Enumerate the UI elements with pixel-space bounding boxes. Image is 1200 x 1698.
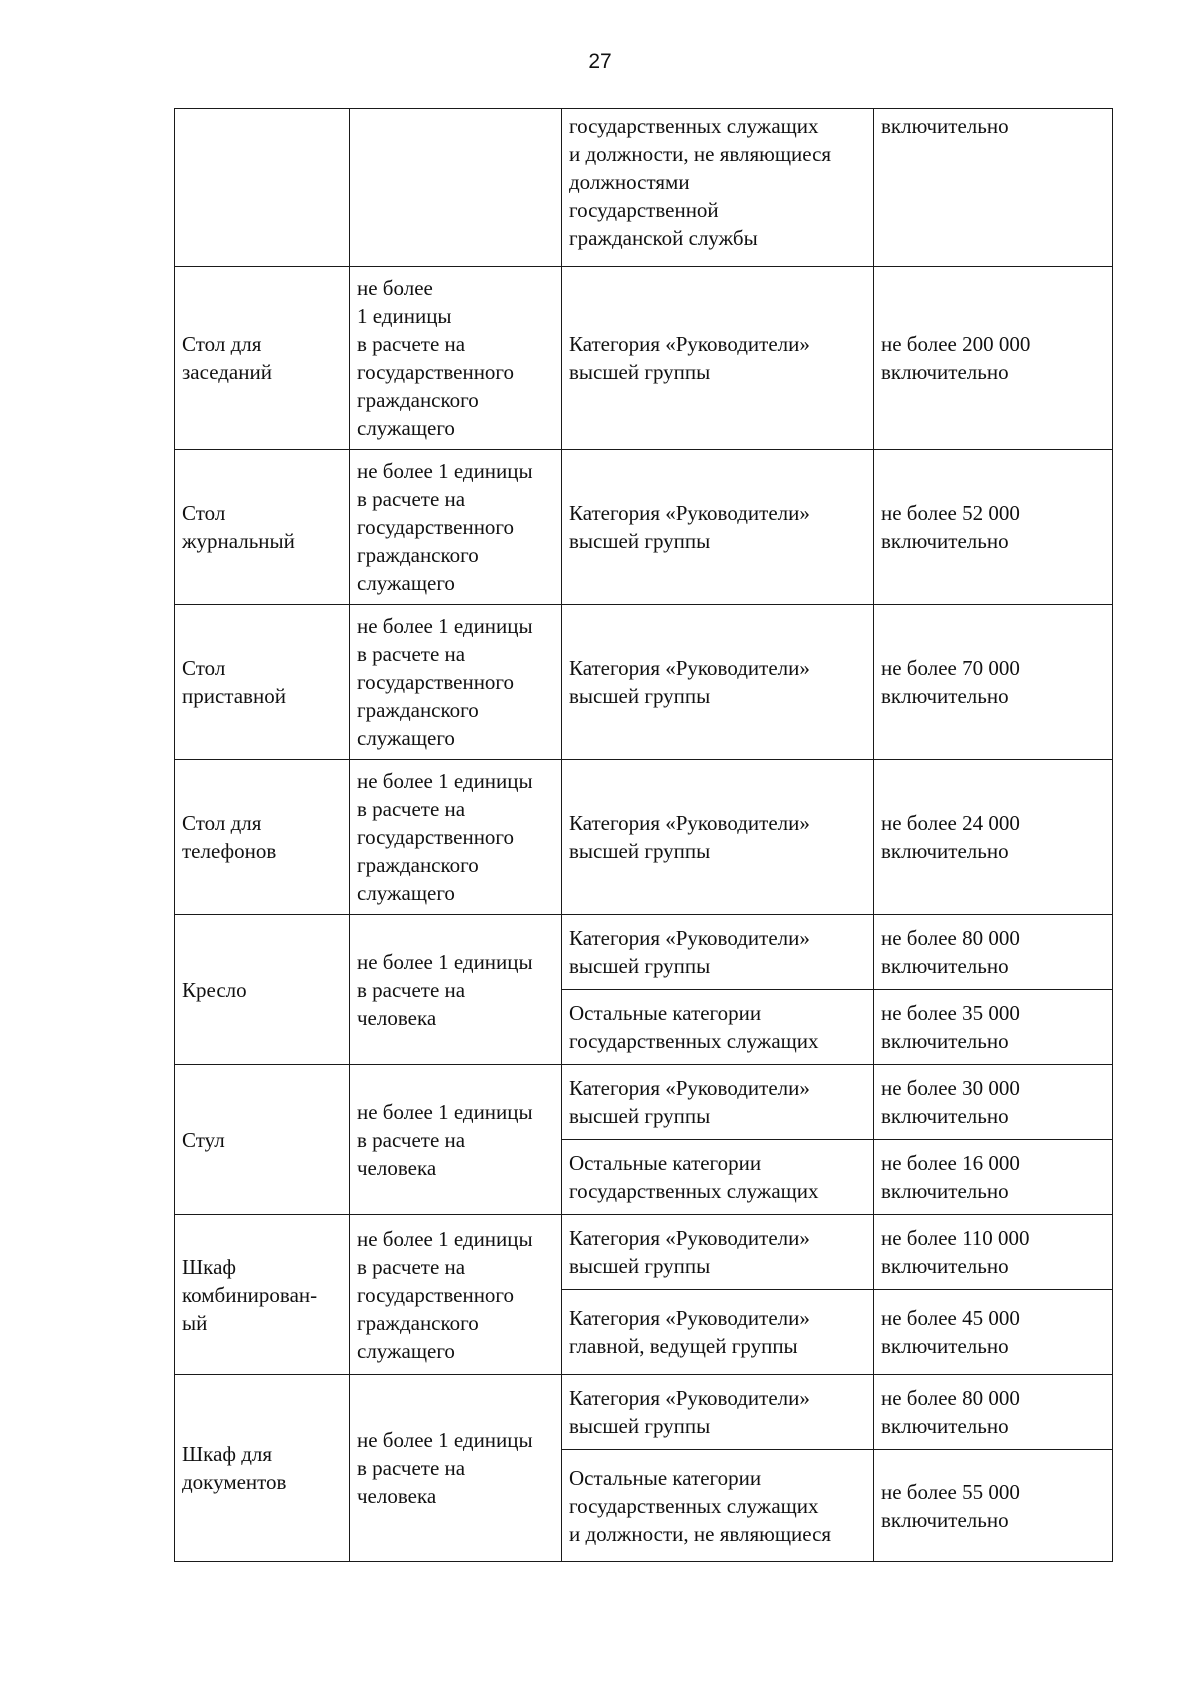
cell-line: не более 52 000 [881, 501, 1020, 525]
cell-line: включительно [881, 1507, 1009, 1532]
cell-line: не более 1 единицы [357, 1099, 533, 1124]
cell-line: не более 80 000 [881, 1386, 1020, 1410]
cell-item-name [175, 267, 350, 450]
cell-line: и должности, не являющиеся [569, 142, 832, 166]
cell-line: служащего [357, 881, 455, 905]
cell-line: 1 единицы [357, 304, 452, 328]
cell-line: государственного [357, 515, 515, 539]
cell-line: государственного [357, 825, 515, 849]
cell-line: Остальные категории [569, 1001, 762, 1025]
cell-price-limit [874, 1065, 1113, 1140]
cell-line: включительно [881, 1104, 1009, 1128]
cell-line: в расчете на [357, 797, 466, 821]
cell-item-name [175, 605, 350, 760]
cell-line: государственных служащих [569, 1179, 819, 1203]
cell-line: не более 1 единицы [357, 459, 533, 483]
table-row [175, 1375, 1113, 1450]
cell-line: человека [357, 1155, 437, 1180]
cell-line: гражданского [357, 543, 479, 567]
cell-quantity-norm [350, 450, 562, 605]
cell-position-category [562, 267, 874, 450]
cell-quantity-norm [350, 605, 562, 760]
cell-line: комбинирован- [182, 1282, 318, 1307]
cell-position-category [562, 109, 874, 267]
cell-line: включительно [881, 1334, 1009, 1358]
cell-quantity-norm [350, 1215, 562, 1375]
cell-price-limit [874, 990, 1113, 1065]
cell-line: Категория «Руководители» [569, 501, 810, 525]
cell-price-limit [874, 267, 1113, 450]
cell-line: гражданского [357, 388, 479, 412]
table-row [175, 1065, 1113, 1140]
cell-price-limit [874, 1140, 1113, 1215]
cell-price-limit [874, 915, 1113, 990]
cell-line: не более 200 000 [881, 332, 1031, 356]
cell-line: не более 30 000 [881, 1076, 1020, 1100]
cell-position-category [562, 1375, 874, 1450]
cell-position-category [562, 915, 874, 990]
cell-line: телефонов [182, 839, 277, 863]
cell-line: Стол для [182, 332, 262, 356]
cell-line: гражданской службы [569, 226, 758, 250]
cell-line: включительно [881, 1414, 1009, 1438]
cell-position-category [562, 450, 874, 605]
cell-line: включительно [881, 114, 1009, 138]
cell-position-category [562, 605, 874, 760]
cell-line: гражданского [357, 853, 479, 877]
cell-line: служащего [357, 1338, 455, 1363]
cell-price-limit [874, 450, 1113, 605]
cell-line: служащего [357, 726, 455, 750]
cell-line: высшей группы [569, 1414, 711, 1438]
cell-line: не более 55 000 [881, 1479, 1020, 1504]
cell-line: гражданского [357, 1310, 479, 1335]
cell-line: включительно [881, 1179, 1009, 1203]
cell-line: в расчете на [357, 977, 466, 1002]
cell-line: человека [357, 1005, 437, 1030]
cell-line: не более 35 000 [881, 1001, 1020, 1025]
cell-line: Категория «Руководители» [569, 926, 810, 950]
cell-line: в расчете на [357, 642, 466, 666]
cell-line: Стол [182, 501, 226, 525]
cell-item-name [175, 1375, 350, 1562]
cell-line: не более 45 000 [881, 1306, 1020, 1330]
cell-line: приставной [182, 684, 286, 708]
cell-line: высшей группы [569, 839, 711, 863]
table-row [175, 267, 1113, 450]
table-body [175, 109, 1113, 1562]
cell-line: Категория «Руководители» [569, 1386, 810, 1410]
cell-line: служащего [357, 416, 455, 440]
cell-line: государственного [357, 1282, 515, 1307]
cell-line: включительно [881, 954, 1009, 978]
cell-line: гражданского [357, 698, 479, 722]
table-row [175, 109, 1113, 267]
cell-line: высшей группы [569, 360, 711, 384]
cell-price-limit [874, 760, 1113, 915]
cell-line: журнальный [182, 529, 295, 553]
cell-line: Шкаф [182, 1254, 236, 1279]
cell-line: государственных служащих [569, 1493, 819, 1518]
cell-item-name [175, 915, 350, 1065]
cell-price-limit [874, 1450, 1113, 1562]
cell-position-category [562, 1290, 874, 1375]
cell-line: и должности, не являющиеся [569, 1521, 832, 1546]
cell-line: государственного [357, 360, 515, 384]
cell-line: государственного [357, 670, 515, 694]
cell-line: заседаний [182, 360, 272, 384]
cell-quantity-norm [350, 109, 562, 267]
cell-line: Стол для [182, 811, 262, 835]
cell-line: Остальные категории [569, 1465, 762, 1490]
cell-item-name [175, 760, 350, 915]
cell-line: должностями [569, 170, 690, 194]
cell-position-category [562, 990, 874, 1065]
cell-line: человека [357, 1484, 437, 1508]
table-row [175, 760, 1113, 915]
cell-line: Кресло [182, 977, 247, 1002]
cell-item-name [175, 109, 350, 267]
cell-line: включительно [881, 1029, 1009, 1053]
cell-line: в расчете на [357, 1456, 466, 1480]
cell-line: в расчете на [357, 487, 466, 511]
cell-line: не более 16 000 [881, 1151, 1020, 1175]
cell-item-name [175, 1215, 350, 1375]
cell-item-name [175, 1065, 350, 1215]
cell-line: Стул [182, 1127, 225, 1152]
table-row [175, 915, 1113, 990]
table-row [175, 450, 1113, 605]
cell-quantity-norm [350, 760, 562, 915]
cell-line: не более [357, 276, 433, 300]
cell-line: Категория «Руководители» [569, 811, 810, 835]
cell-line: включительно [881, 529, 1009, 553]
cell-line: в расчете на [357, 332, 466, 356]
cell-position-category [562, 760, 874, 915]
cell-line: документов [182, 1470, 287, 1494]
cell-line: Стол [182, 656, 226, 680]
cell-line: включительно [881, 839, 1009, 863]
cell-quantity-norm [350, 1065, 562, 1215]
cell-item-name [175, 450, 350, 605]
cell-line: не более 80 000 [881, 926, 1020, 950]
cell-line: государственных служащих [569, 1029, 819, 1053]
cell-line: не более 1 единицы [357, 769, 533, 793]
table-row [175, 1215, 1113, 1290]
cell-line: главной, ведущей группы [569, 1334, 798, 1358]
cell-quantity-norm [350, 267, 562, 450]
cell-line: не более 24 000 [881, 811, 1020, 835]
cell-line: Категория «Руководители» [569, 656, 810, 680]
norms-table [174, 108, 1113, 1562]
cell-line: высшей группы [569, 1254, 711, 1278]
cell-line: не более 110 000 [881, 1226, 1030, 1250]
cell-position-category [562, 1140, 874, 1215]
page-number: 27 [588, 50, 612, 73]
cell-position-category [562, 1450, 874, 1562]
cell-line: Категория «Руководители» [569, 1076, 810, 1100]
cell-line: в расчете на [357, 1254, 466, 1279]
cell-line: включительно [881, 360, 1009, 384]
cell-line: ый [182, 1310, 208, 1335]
cell-quantity-norm [350, 1375, 562, 1562]
cell-line: высшей группы [569, 954, 711, 978]
cell-quantity-norm [350, 915, 562, 1065]
cell-line: Остальные категории [569, 1151, 762, 1175]
cell-line: включительно [881, 684, 1009, 708]
cell-line: не более 70 000 [881, 656, 1020, 680]
cell-price-limit [874, 109, 1113, 267]
cell-line: Категория «Руководители» [569, 1306, 810, 1330]
cell-line: не более 1 единицы [357, 1428, 533, 1452]
cell-line: государственной [569, 198, 719, 222]
cell-line: государственных служащих [569, 114, 819, 138]
cell-line: включительно [881, 1254, 1009, 1278]
cell-line: не более 1 единицы [357, 1226, 533, 1251]
cell-line: Категория «Руководители» [569, 332, 810, 356]
cell-line: Шкаф для [182, 1442, 273, 1466]
cell-price-limit [874, 1215, 1113, 1290]
cell-line: высшей группы [569, 529, 711, 553]
table-row [175, 605, 1113, 760]
cell-price-limit [874, 605, 1113, 760]
cell-line: не более 1 единицы [357, 949, 533, 974]
cell-line: в расчете на [357, 1127, 466, 1152]
cell-line: не более 1 единицы [357, 614, 533, 638]
cell-position-category [562, 1215, 874, 1290]
cell-line: высшей группы [569, 1104, 711, 1128]
cell-price-limit [874, 1290, 1113, 1375]
cell-line: служащего [357, 571, 455, 595]
cell-line: Категория «Руководители» [569, 1226, 810, 1250]
cell-price-limit [874, 1375, 1113, 1450]
cell-position-category [562, 1065, 874, 1140]
cell-line: высшей группы [569, 684, 711, 708]
